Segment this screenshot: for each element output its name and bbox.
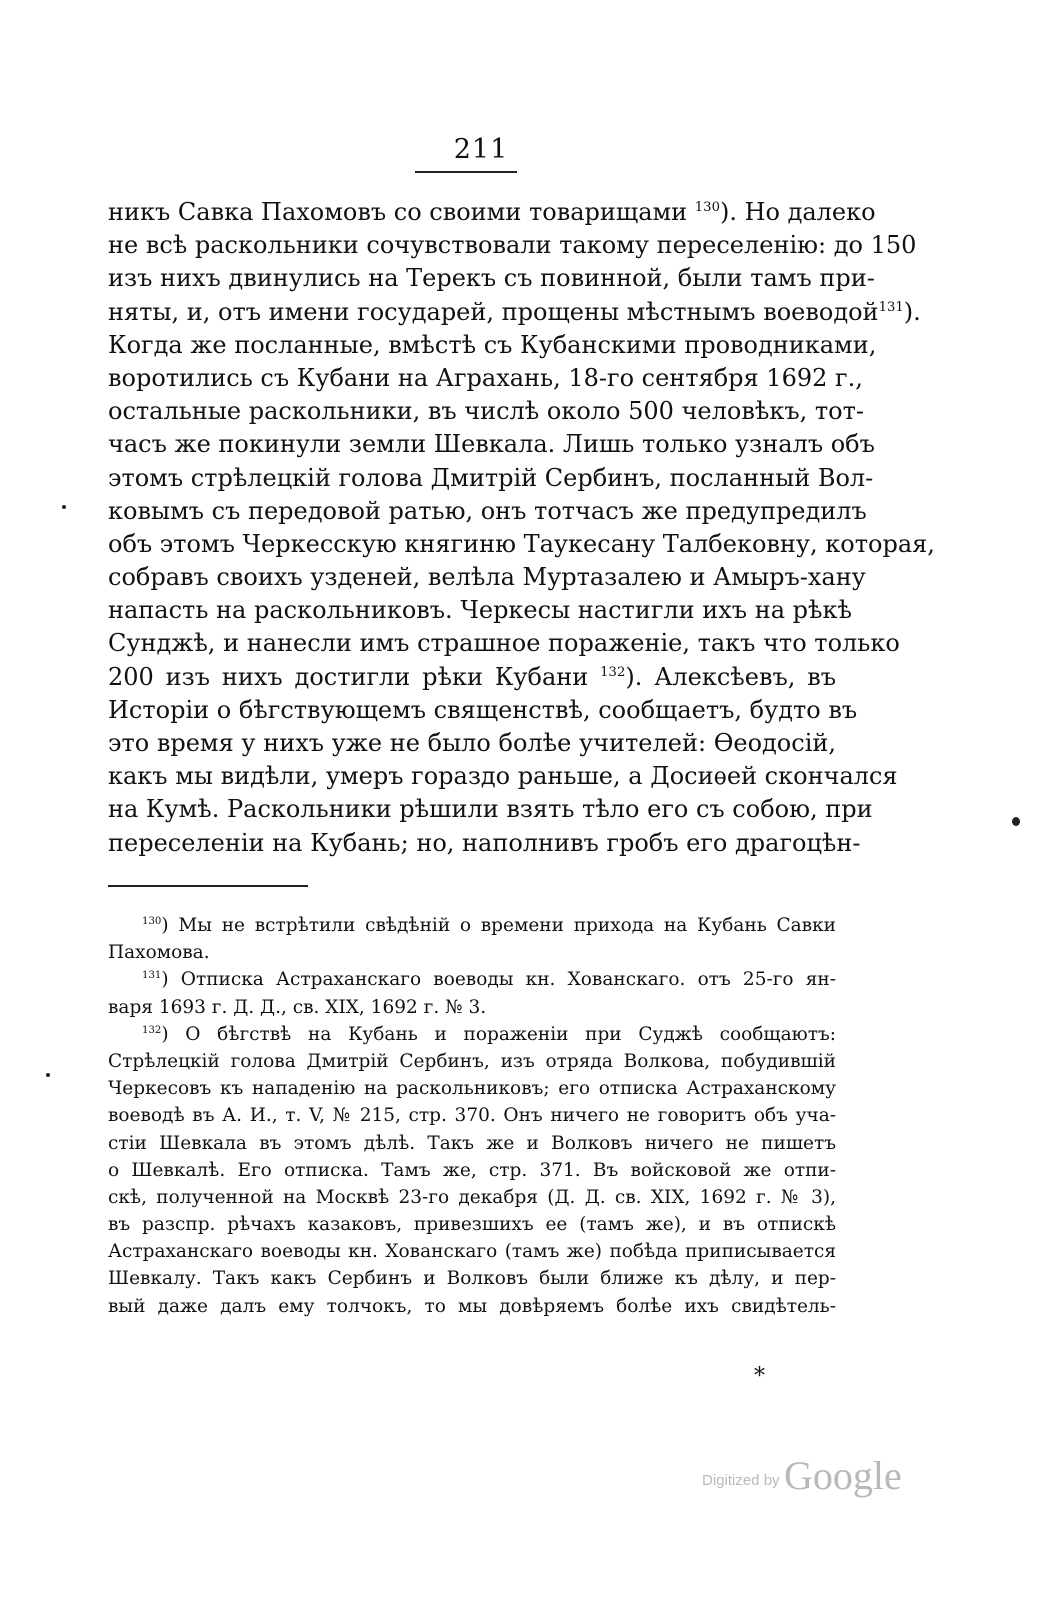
- footnote-line: [108, 1075, 836, 1102]
- scan-speck: [1012, 817, 1020, 826]
- body-line: [108, 727, 836, 760]
- scan-speck: [62, 505, 66, 509]
- body-line-text: этомъ стрѣлецкій голова Дмитрій Сербинъ, посланный Вол-: [108, 463, 874, 492]
- body-line: [108, 395, 864, 428]
- footnote-line-text: Астраханскаго воеводы кн. Хованскаго (тамъ же) побѣда приписывается: [108, 1241, 836, 1263]
- footnote-line-text: ) Мы не встрѣтили свѣдѣній о времени прихода на Кубань Савки: [161, 915, 836, 936]
- footnote-line-text: Черкесовъ къ нападенію на раскольниковъ; его отписка Астраханскому: [108, 1078, 836, 1100]
- footnote-line-text: стіи Шевкала въ этомъ дѣлѣ. Такъ же и Волковъ ничего не пишетъ: [108, 1132, 836, 1154]
- body-line-text: 200 изъ нихъ достигли рѣки Кубани: [108, 662, 601, 691]
- body-line: [108, 661, 836, 694]
- body-line-text: объ этомъ Черкесскую княгиню Таукесану Талбековну, которая,: [108, 529, 935, 558]
- footnote-line: [108, 912, 836, 939]
- body-line: [108, 229, 917, 262]
- footnote-line-text: Шевкалу. Такъ какъ Сербинъ и Волковъ были ближе къ дѣлу, и пер-: [108, 1268, 836, 1290]
- body-line: [108, 495, 867, 528]
- footnote-number: 132: [142, 1024, 162, 1036]
- body-line-text: не всѣ раскольники сочувствовали такому переселенію: до 150: [108, 231, 917, 260]
- footnote-line-text: ) О бѣгствѣ на Кубань и пораженіи при Суджѣ сообщаютъ:: [161, 1023, 836, 1045]
- body-line-text: собравъ своихъ узденей, велѣла Муртазалею и Амыръ-хану: [108, 563, 866, 592]
- body-line-text: часъ же покинули земли Шевкала. Лишь только узналъ объ: [108, 430, 875, 459]
- body-line: [108, 694, 858, 727]
- footnote-line-text: варя 1693 г. Д. Д., св. XIX, 1692 г. № 3.: [108, 996, 487, 1018]
- signature-mark: *: [754, 1364, 765, 1389]
- footnote-line-text: въ разспр. рѣчахъ казаковъ, привезшихъ ее (тамъ же), и въ отпискѣ: [108, 1214, 836, 1236]
- body-line: [108, 329, 877, 362]
- footnote-line: [108, 1157, 836, 1184]
- footnote-line: [108, 1265, 836, 1292]
- body-line-text: няты, и, отъ имени государей, прощены мѣстнымъ воеводой: [108, 297, 879, 326]
- footnote-line: [108, 966, 836, 993]
- body-line: [108, 196, 876, 229]
- footnote-ref: 130: [694, 199, 720, 215]
- body-line-tail: ).: [903, 297, 921, 326]
- footnote-line: [108, 1293, 836, 1320]
- body-line: [108, 428, 875, 461]
- footnote-number: 130: [142, 915, 162, 927]
- footnote-line: [108, 1021, 836, 1048]
- footnote-line: [108, 1184, 836, 1211]
- footnote-line-text: Пахомова.: [108, 942, 210, 964]
- body-line-text: никъ Савка Пахомовъ со своими товарищами: [108, 198, 695, 226]
- body-line-text: переселеніи на Кубань; но, наполнивъ гробъ его драгоцѣн-: [108, 828, 861, 857]
- body-line-tail: ). Алексѣевъ, въ: [625, 662, 836, 691]
- body-line-text: на Кумѣ. Раскольники рѣшили взять тѣло его съ собою, при: [108, 795, 873, 824]
- body-line: [108, 528, 935, 561]
- footnote-line-text: ) Отписка Астраханскаго воеводы кн. Хованскаго. отъ 25-го ян-: [161, 969, 836, 991]
- body-line: [108, 362, 863, 395]
- body-line: [108, 561, 866, 594]
- footnote-ref: 132: [600, 664, 626, 680]
- body-line-text: изъ нихъ двинулись на Терекъ съ повинной, были тамъ при-: [108, 264, 875, 293]
- body-line-text: Когда же посланные, вмѣстѣ съ Кубанскими проводниками,: [108, 330, 877, 359]
- page-number: 211: [453, 134, 509, 165]
- body-line-text: Сунджѣ, и нанесли имъ страшное пораженіе, такъ что только: [108, 629, 900, 658]
- footnote-line-text: вый даже далъ ему толчокъ, то мы довѣряемъ болѣе ихъ свидѣтель-: [108, 1295, 836, 1317]
- footnote-line: [108, 1211, 836, 1238]
- body-line-text: остальные раскольники, въ числѣ около 500 человѣкъ, тот-: [108, 397, 864, 426]
- body-line-text: Исторіи о бѣгствующемъ священствѣ, сообщаетъ, будто въ: [108, 695, 858, 724]
- body-line: [108, 262, 875, 295]
- footnote-line: [108, 939, 836, 966]
- body-line-text: ковымъ съ передовой ратью, онъ тотчасъ же предупредилъ: [108, 496, 867, 525]
- body-line: [108, 594, 852, 627]
- body-line: [108, 827, 861, 860]
- footnote-line-text: скѣ, полученной на Москвѣ 23-го декабря (Д. Д. св. XIX, 1692 г. № 3),: [108, 1186, 836, 1208]
- footnote-line-text: Стрѣлецкій голова Дмитрій Сербинъ, изъ отряда Волкова, побудившій: [108, 1050, 836, 1072]
- footnote-number: 131: [142, 970, 162, 982]
- body-line: [108, 793, 873, 826]
- footnote-line: [108, 1102, 836, 1129]
- body-line-text: это время у нихъ уже не было болѣе учителей: Ѳеодосій,: [108, 729, 836, 757]
- body-line-text: какъ мы видѣли, умеръ гораздо раньше, а Досиѳей скончался: [108, 762, 898, 791]
- footnote-line: [108, 994, 836, 1021]
- footnote-rule: [108, 885, 308, 887]
- body-line: [108, 296, 921, 329]
- body-line: [108, 760, 898, 793]
- watermark-brand: Google: [784, 1453, 902, 1498]
- page-number-rule: [415, 171, 517, 173]
- watermark: [702, 1452, 902, 1499]
- footnote-line: [108, 1238, 836, 1265]
- footnote-line: [108, 1048, 836, 1075]
- body-line-text: напасть на раскольниковъ. Черкесы настигли ихъ на рѣкѣ: [108, 596, 852, 625]
- footnote-line-text: воеводѣ въ А. И., т. V, № 215, стр. 370. Онъ ничего не говоритъ объ уча-: [108, 1105, 836, 1127]
- scan-speck: [46, 1073, 50, 1077]
- watermark-prefix: Digitized by: [702, 1472, 780, 1489]
- body-text: [108, 196, 935, 860]
- footnote-line-text: о Шевкалѣ. Его отписка. Тамъ же, стр. 371. Въ войсковой же отпи-: [108, 1159, 836, 1181]
- body-line: [108, 627, 900, 660]
- body-line: [108, 462, 874, 495]
- body-line-tail: ). Но далеко: [719, 198, 876, 226]
- body-line-text: воротились съ Кубани на Аграхань, 18-го сентября 1692 г.,: [108, 363, 863, 392]
- footnote-ref: 131: [878, 299, 904, 315]
- footnote-line: [108, 1130, 836, 1157]
- footnotes: [108, 912, 836, 1320]
